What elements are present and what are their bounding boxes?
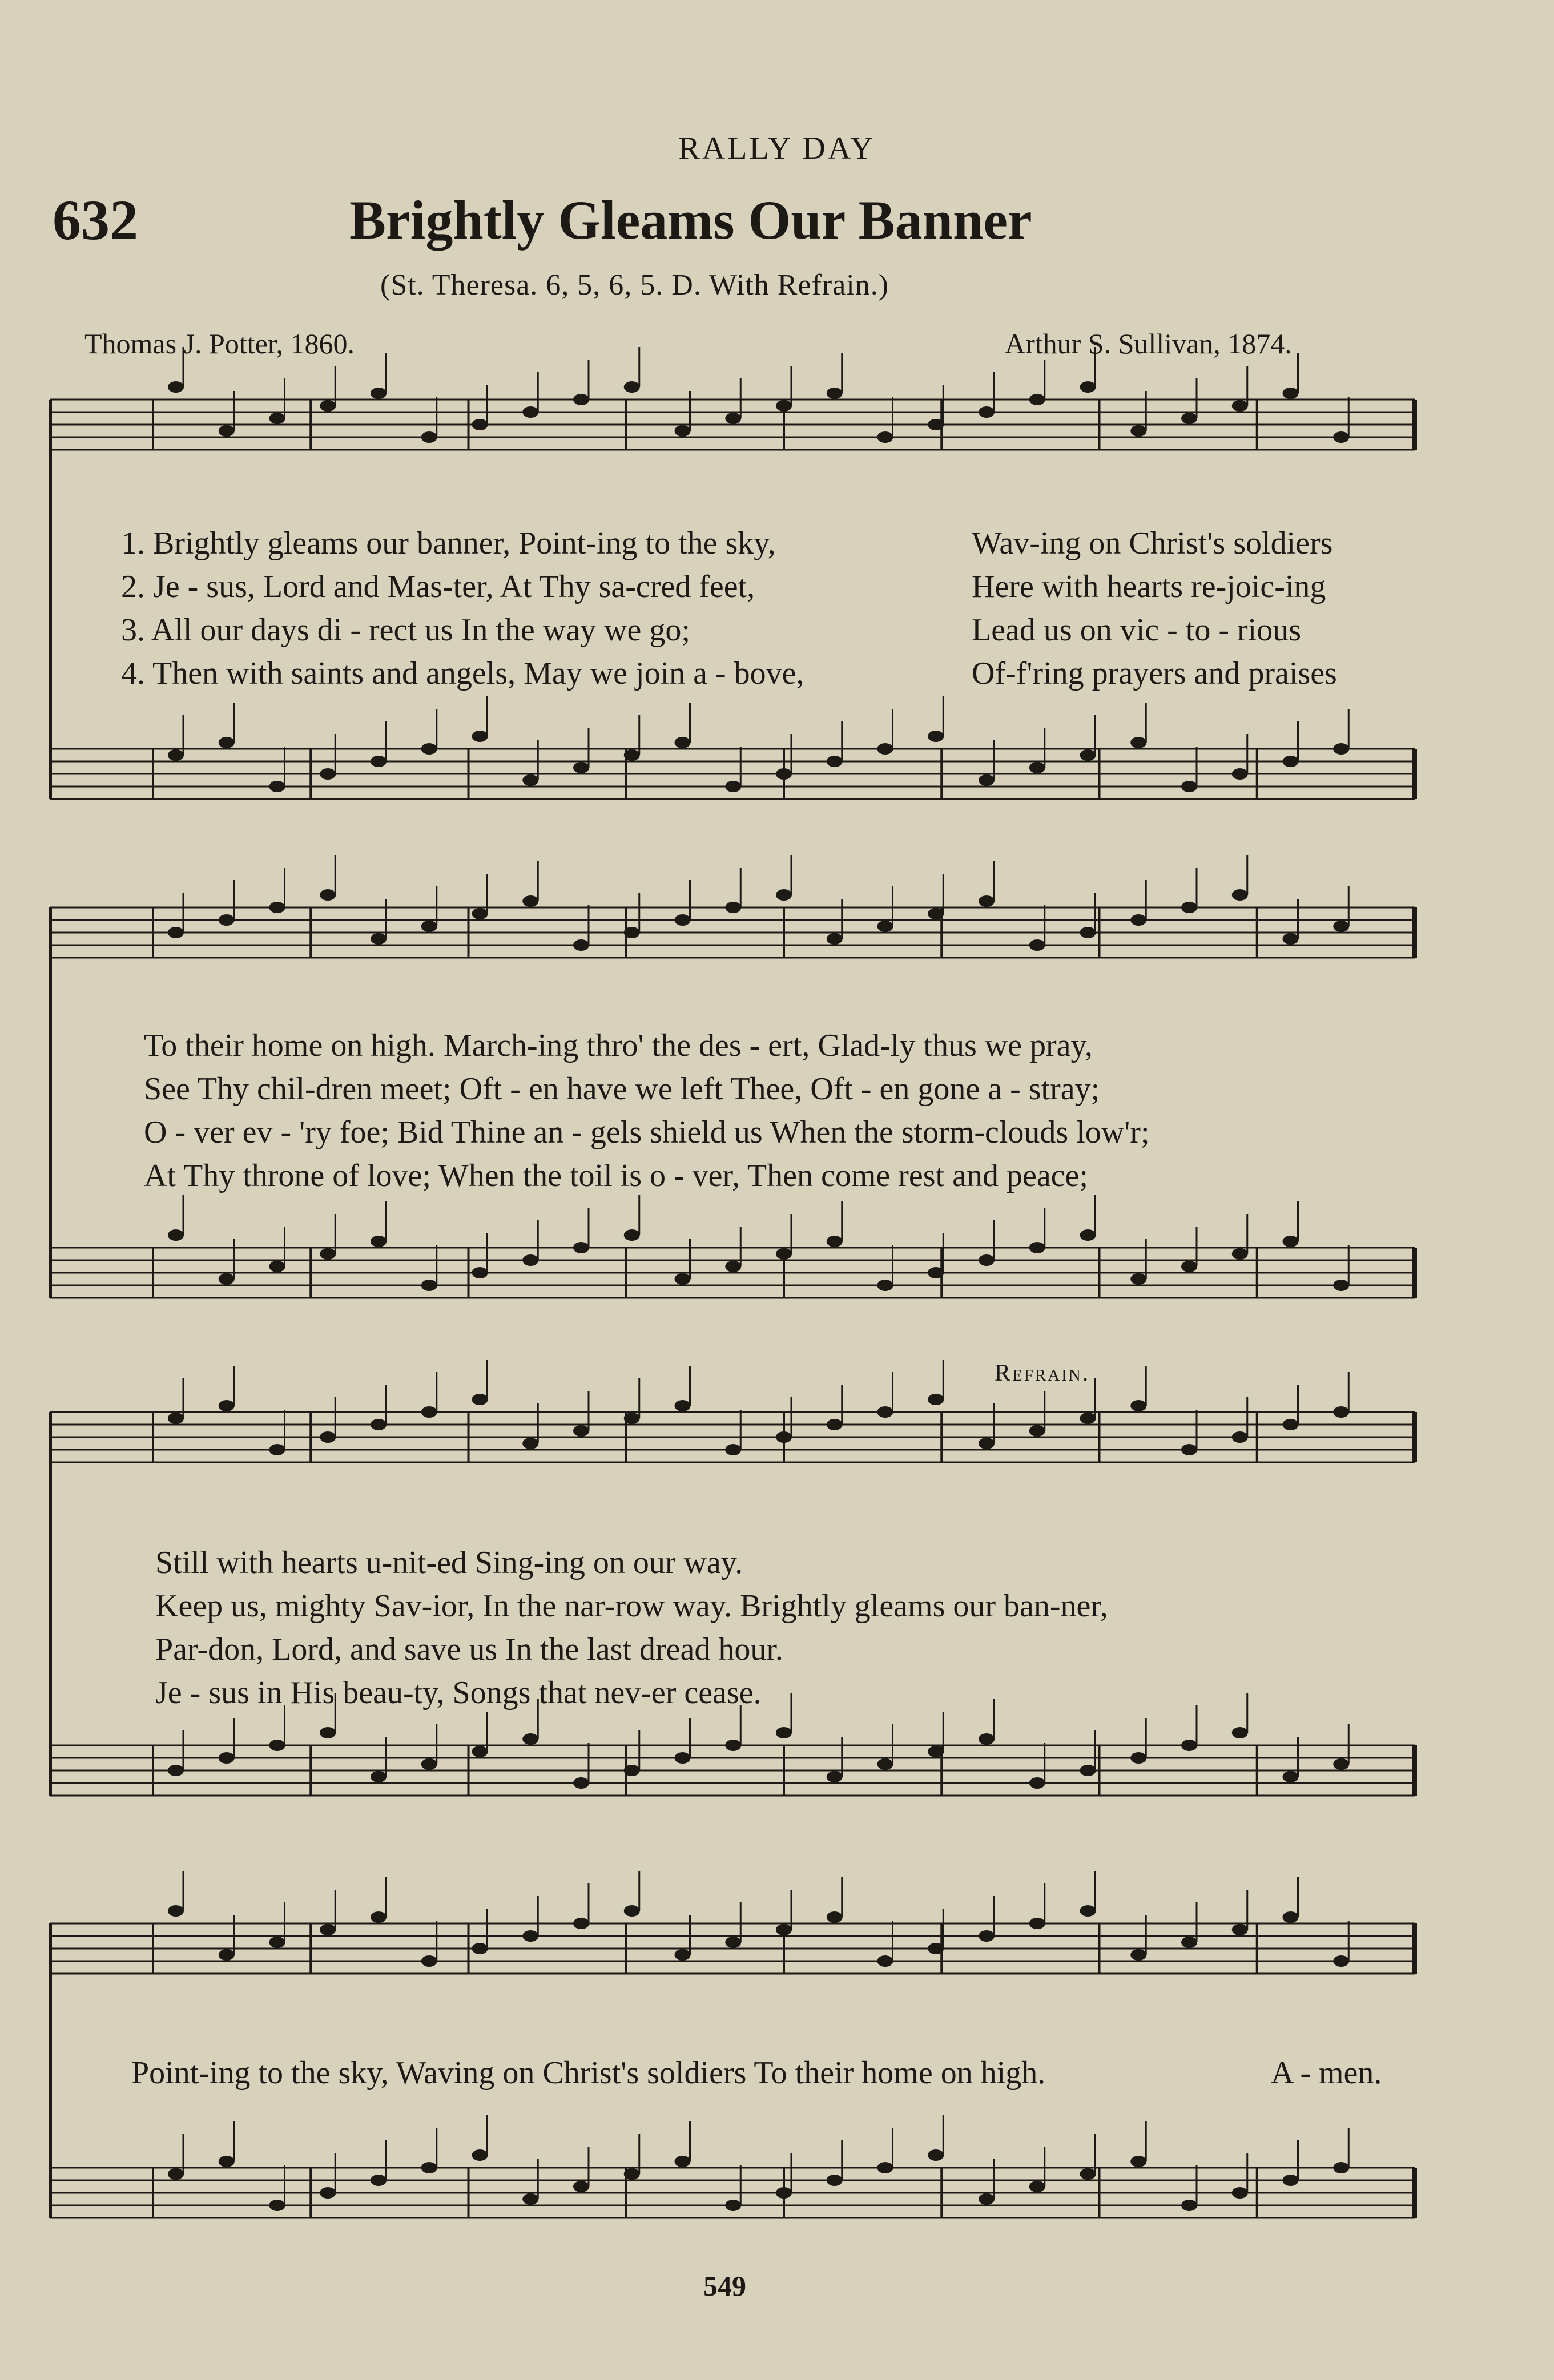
note-head — [1080, 381, 1096, 393]
note-head — [877, 1955, 893, 1967]
note-head — [827, 2175, 843, 2186]
note-head — [979, 1930, 995, 1942]
verse-1-line-1b: Wav-ing on Christ's soldiers — [972, 526, 1333, 561]
note-head — [371, 756, 387, 767]
note-head — [979, 406, 995, 418]
note-head — [928, 1394, 944, 1405]
tune-meter: (St. Theresa. 6, 5, 6, 5. D. With Refrain.) — [380, 269, 889, 301]
note-head — [776, 889, 792, 901]
note-head — [979, 774, 995, 786]
note-head — [1333, 921, 1349, 932]
verse-1-line-2: To their home on high. March-ing thro' the des - ert, Glad-ly thus we pray, — [144, 1028, 1093, 1063]
note-head — [877, 921, 893, 932]
note-head — [1029, 1777, 1045, 1789]
note-head — [979, 895, 995, 907]
amen: A - men. — [1271, 2055, 1382, 2091]
note-head — [1029, 2181, 1045, 2192]
note-head — [1181, 781, 1197, 792]
note-head — [371, 2175, 387, 2186]
composer-credit: Arthur S. Sullivan, 1874. — [1005, 328, 1292, 360]
note-head — [928, 419, 944, 430]
note-head — [320, 1248, 336, 1260]
note-head — [219, 2156, 235, 2167]
note-head — [1232, 1924, 1248, 1935]
refrain-label: Refrain. — [995, 1360, 1090, 1386]
note-head — [320, 1727, 336, 1738]
note-head — [1080, 2168, 1096, 2180]
verse-2-line-1: 2. Je - sus, Lord and Mas-ter, At Thy sa-cred feet, — [121, 569, 755, 604]
note-head — [928, 2149, 944, 2161]
note-head — [1130, 737, 1146, 748]
verse-3-line-3: Par-don, Lord, and save us In the last dread hour. — [155, 1632, 783, 1667]
note-head — [219, 1949, 235, 1961]
note-head — [472, 419, 488, 430]
section-heading: RALLY DAY — [678, 131, 876, 166]
verse-3-line-1: 3. All our days di - rect us In the way we go; — [121, 612, 690, 648]
note-head — [168, 2168, 184, 2180]
note-head — [522, 1438, 538, 1449]
note-head — [624, 2168, 640, 2180]
note-head — [320, 400, 336, 412]
note-head — [1029, 1425, 1045, 1437]
note-head — [472, 1746, 488, 1757]
note-head — [776, 1924, 792, 1935]
note-head — [1232, 1248, 1248, 1260]
note-head — [168, 1229, 184, 1241]
note-head — [573, 2181, 589, 2192]
note-head — [522, 406, 538, 418]
note-head — [1333, 743, 1349, 755]
note-head — [725, 1261, 741, 1272]
note-head — [371, 1236, 387, 1247]
note-head — [776, 400, 792, 412]
note-head — [1232, 1727, 1248, 1738]
note-head — [928, 1746, 944, 1757]
note-head — [371, 933, 387, 945]
note-head — [1232, 2187, 1248, 2199]
note-head — [979, 1438, 995, 1449]
note-head — [725, 1444, 741, 1455]
verse-4-line-1: 4. Then with saints and angels, May we join a - bove, — [121, 656, 804, 691]
note-head — [1130, 1752, 1146, 1764]
note-head — [1130, 1273, 1146, 1285]
note-head — [219, 1400, 235, 1411]
note-head — [168, 749, 184, 761]
note-head — [725, 1937, 741, 1948]
note-head — [168, 1765, 184, 1776]
note-head — [573, 939, 589, 951]
note-head — [1130, 1949, 1146, 1961]
note-head — [827, 388, 843, 399]
note-head — [269, 1444, 285, 1455]
note-head — [1232, 1431, 1248, 1443]
note-head — [421, 1955, 437, 1967]
note-head — [979, 2193, 995, 2205]
note-head — [877, 431, 893, 443]
note-head — [371, 1911, 387, 1923]
note-head — [1232, 889, 1248, 901]
verse-1-line-1: 1. Brightly gleams our banner, Point-ing to the sky, — [121, 526, 776, 561]
note-head — [522, 774, 538, 786]
note-head — [979, 1733, 995, 1745]
note-head — [776, 2187, 792, 2199]
note-head — [371, 388, 387, 399]
note-head — [522, 1733, 538, 1745]
note-head — [573, 394, 589, 405]
note-head — [827, 1236, 843, 1247]
note-head — [421, 1758, 437, 1770]
note-head — [269, 1937, 285, 1948]
note-head — [573, 1777, 589, 1789]
note-head — [573, 1425, 589, 1437]
note-head — [269, 2200, 285, 2211]
note-head — [168, 381, 184, 393]
note-head — [421, 2162, 437, 2173]
note-head — [1029, 394, 1045, 405]
note-head — [624, 749, 640, 761]
note-head — [1080, 1413, 1096, 1424]
note-head — [421, 921, 437, 932]
note-head — [472, 1394, 488, 1405]
note-head — [877, 1280, 893, 1291]
note-head — [320, 2187, 336, 2199]
note-head — [1333, 2162, 1349, 2173]
note-head — [371, 1771, 387, 1782]
note-head — [675, 737, 691, 748]
note-head — [421, 1280, 437, 1291]
note-head — [1080, 927, 1096, 938]
note-head — [269, 1740, 285, 1751]
note-head — [1283, 388, 1299, 399]
note-head — [1029, 939, 1045, 951]
note-head — [675, 914, 691, 926]
note-head — [320, 889, 336, 901]
verse-3-line-2: O - ver ev - 'ry foe; Bid Thine an - gels shield us When the storm-clouds low'r; — [144, 1115, 1150, 1150]
note-head — [472, 1267, 488, 1278]
note-head — [1130, 1400, 1146, 1411]
note-head — [421, 1406, 437, 1418]
final-line-lyrics: Point-ing to the sky, Waving on Christ's soldiers To their home on high. — [131, 2055, 1046, 2091]
note-head — [472, 731, 488, 742]
verse-4-line-2: At Thy throne of love; When the toil is o - ver, Then come rest and peace; — [144, 1158, 1088, 1193]
note-head — [472, 908, 488, 919]
note-head — [675, 425, 691, 437]
hymn-number: 632 — [53, 188, 138, 252]
note-head — [725, 902, 741, 913]
note-head — [168, 1413, 184, 1424]
note-head — [1080, 1229, 1096, 1241]
verse-2-line-2: See Thy chil-dren meet; Oft - en have we left Thee, Oft - en gone a - stray; — [144, 1071, 1100, 1107]
note-head — [269, 902, 285, 913]
note-head — [1130, 914, 1146, 926]
note-head — [877, 743, 893, 755]
note-head — [1080, 1905, 1096, 1917]
note-head — [269, 1261, 285, 1272]
verse-4-line-3: Je - sus in His beau-ty, Songs that nev-er cease. — [155, 1675, 762, 1711]
note-head — [1181, 413, 1197, 424]
note-head — [1181, 1937, 1197, 1948]
note-head — [624, 927, 640, 938]
note-head — [1283, 1419, 1299, 1430]
note-head — [320, 1924, 336, 1935]
note-head — [827, 933, 843, 945]
note-head — [776, 1431, 792, 1443]
note-head — [1333, 1758, 1349, 1770]
note-head — [371, 1419, 387, 1430]
note-head — [1130, 2156, 1146, 2167]
note-head — [1080, 749, 1096, 761]
note-head — [472, 1943, 488, 1954]
note-head — [168, 1905, 184, 1917]
note-head — [573, 1242, 589, 1253]
note-head — [1181, 902, 1197, 913]
note-head — [725, 781, 741, 792]
note-head — [1181, 1444, 1197, 1455]
note-head — [1283, 1236, 1299, 1247]
note-head — [1080, 1765, 1096, 1776]
note-head — [877, 1406, 893, 1418]
note-head — [928, 1267, 944, 1278]
note-head — [219, 1273, 235, 1285]
note-head — [522, 2193, 538, 2205]
note-head — [827, 1911, 843, 1923]
note-head — [675, 1752, 691, 1764]
note-head — [877, 1758, 893, 1770]
note-head — [675, 1273, 691, 1285]
note-head — [979, 1254, 995, 1266]
note-head — [675, 1400, 691, 1411]
note-head — [624, 1229, 640, 1241]
author-credit: Thomas J. Potter, 1860. — [84, 328, 355, 360]
note-head — [522, 1930, 538, 1942]
note-head — [219, 425, 235, 437]
note-head — [522, 1254, 538, 1266]
note-head — [219, 1752, 235, 1764]
note-head — [725, 1740, 741, 1751]
verse-2-line-3: Keep us, mighty Sav-ior, In the nar-row way. Brightly gleams our ban-ner, — [155, 1588, 1108, 1624]
verse-3-line-1b: Lead us on vic - to - rious — [972, 612, 1301, 648]
note-head — [320, 1431, 336, 1443]
note-head — [1333, 1406, 1349, 1418]
note-head — [928, 908, 944, 919]
note-head — [1333, 1955, 1349, 1967]
note-head — [472, 2149, 488, 2161]
note-head — [776, 1727, 792, 1738]
note-head — [1283, 1771, 1299, 1782]
note-head — [320, 768, 336, 780]
note-head — [1130, 425, 1146, 437]
note-head — [573, 762, 589, 773]
note-head — [1283, 1911, 1299, 1923]
note-head — [1029, 1918, 1045, 1929]
note-head — [1181, 2200, 1197, 2211]
note-head — [725, 413, 741, 424]
note-head — [725, 2200, 741, 2211]
verse-2-line-1b: Here with hearts re-joic-ing — [972, 569, 1326, 604]
verse-1-line-3: Still with hearts u-nit-ed Sing-ing on our way. — [155, 1545, 743, 1580]
note-head — [1029, 1242, 1045, 1253]
note-head — [573, 1918, 589, 1929]
note-head — [1232, 400, 1248, 412]
note-head — [675, 1949, 691, 1961]
note-head — [1283, 933, 1299, 945]
note-head — [624, 381, 640, 393]
hymn-title: Brightly Gleams Our Banner — [349, 189, 1032, 251]
note-head — [1181, 1261, 1197, 1272]
note-head — [776, 768, 792, 780]
note-head — [168, 927, 184, 938]
note-head — [675, 2156, 691, 2167]
note-head — [1181, 1740, 1197, 1751]
note-head — [624, 1765, 640, 1776]
note-head — [928, 731, 944, 742]
note-head — [928, 1943, 944, 1954]
note-head — [1333, 431, 1349, 443]
note-head — [877, 2162, 893, 2173]
verse-4-line-1b: Of-f'ring prayers and praises — [972, 656, 1337, 691]
note-head — [219, 737, 235, 748]
note-head — [1333, 1280, 1349, 1291]
note-head — [827, 756, 843, 767]
note-head — [421, 431, 437, 443]
note-head — [1283, 756, 1299, 767]
note-head — [827, 1419, 843, 1430]
note-head — [624, 1413, 640, 1424]
note-head — [1029, 762, 1045, 773]
note-head — [776, 1248, 792, 1260]
note-head — [827, 1771, 843, 1782]
note-head — [269, 781, 285, 792]
note-head — [269, 413, 285, 424]
note-head — [1232, 768, 1248, 780]
note-head — [624, 1905, 640, 1917]
note-head — [522, 895, 538, 907]
note-head — [421, 743, 437, 755]
note-head — [1283, 2175, 1299, 2186]
page-number: 549 — [703, 2270, 746, 2302]
note-head — [219, 914, 235, 926]
